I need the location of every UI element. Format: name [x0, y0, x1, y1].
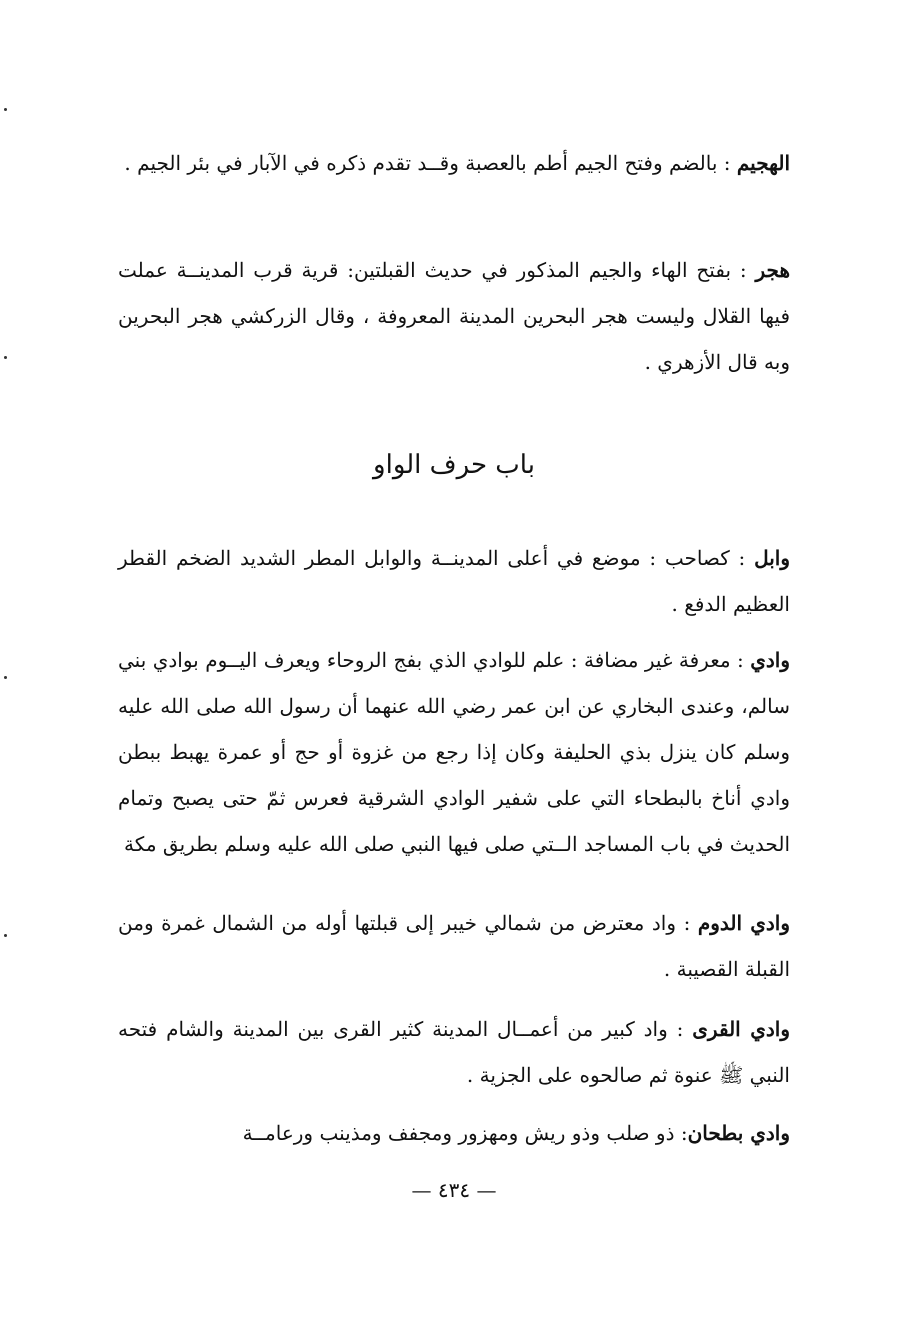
entry-text: : بفتح الهاء والجيم المذكور في حديث القبلتين: قرية قرب المدينــة عملت فيها القلال وليست هجر البحرين المدينة المعروفة ، وقال الزركشي هجر البحرين وبه قال الأزهري .	[118, 258, 790, 374]
page-number: — ٤٣٤ —	[411, 1178, 497, 1202]
entry-term: وادي	[750, 648, 790, 672]
entry-text: : بالضم وفتح الجيم أطم بالعصبة وقــد تقدم ذكره في الآبار في بئر الجيم .	[124, 151, 737, 175]
entry-wadi-al-dawm	[118, 900, 790, 992]
page-body	[118, 140, 790, 1220]
scan-speck	[4, 934, 7, 937]
entry-al-hujaym	[118, 140, 790, 186]
entry-wabil	[118, 535, 790, 627]
entry-hajar	[118, 247, 790, 385]
entry-wadi-butahan	[118, 1110, 790, 1156]
entry-term: هجر	[755, 258, 790, 282]
scan-speck	[4, 356, 7, 359]
section-title: باب حرف الواو	[373, 450, 535, 480]
entry-term: وادي القرى	[692, 1017, 790, 1041]
entry-term: وابل	[754, 546, 790, 570]
entry-text: : كصاحب : موضع في أعلى المدينــة والوابل المطر الشديد الضخم القطر العظيم الدفع .	[118, 546, 790, 616]
entry-wadi	[118, 637, 790, 867]
entry-text: : ذو صلب وذو ريش ومهزور ومجفف ومذينب ورعامــة	[242, 1121, 688, 1145]
entry-text: : واد كبير من أعمــال المدينة كثير القرى بين المدينة والشام فتحه النبي ﷺ عنوة ثم صالحوه على الجزية .	[118, 1017, 790, 1087]
scan-speck	[4, 108, 7, 111]
entry-wadi-al-qura	[118, 1006, 790, 1098]
entry-term: الهجيم	[736, 151, 790, 175]
scan-speck	[4, 676, 7, 679]
entry-term: وادي الدوم	[697, 911, 790, 935]
entry-text: : معرفة غير مضافة : علم للوادي الذي بفج الروحاء ويعرف اليــوم بوادي بني سالم، وعندى البخاري عن ابن عمر رضي الله عنهما أن رسول الله صلى الله عليه وسلم كان ينزل بذي الحليفة وكان إذا رجع من غزوة أو حج أو عمرة يهبط ببطن وادي أناخ بالبطحاء التي على شفير الوادي الشرقية فعرس ثمّ حتى يصبح وتمام الحديث في باب المساجد الــتي صلى فيها النبي صلى الله عليه وسلم بطريق مكة	[118, 648, 790, 856]
entry-text: : واد معترض من شمالي خيبر إلى قبلتها أوله من الشمال غمرة ومن القبلة القصيبة .	[118, 911, 790, 981]
entry-term: وادي بطحان	[687, 1121, 790, 1145]
